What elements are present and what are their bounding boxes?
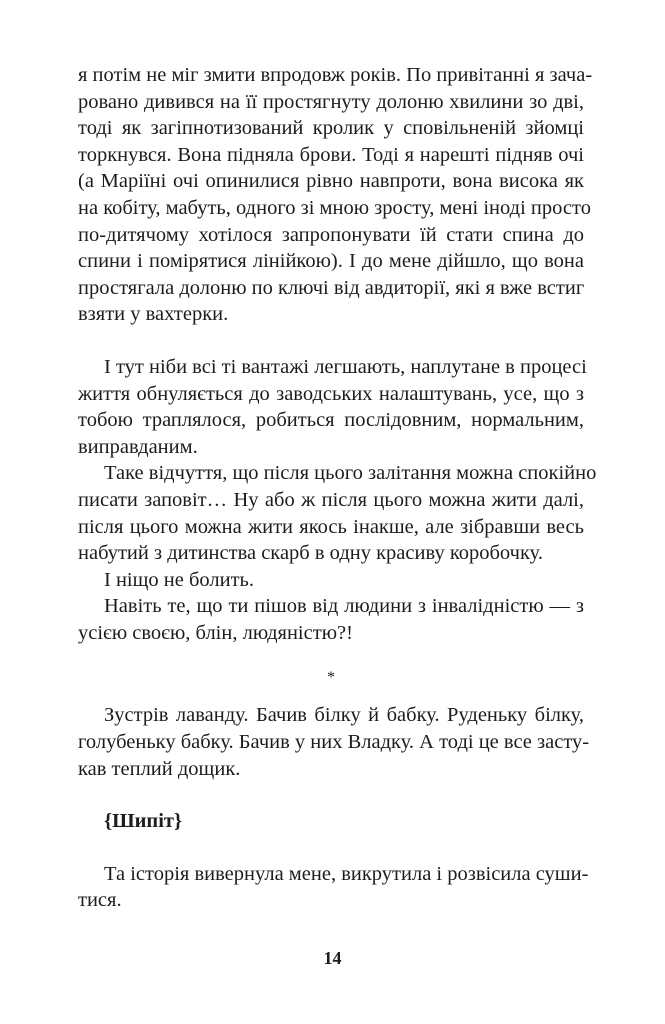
paragraph bbox=[78, 354, 587, 460]
text-line: Зустрів лаванду. Бачив білку й бабку. Руденьку білку, bbox=[104, 704, 584, 727]
text-line: життя обнуляється до заводських налаштувань, усе, що з bbox=[78, 382, 584, 405]
section-heading: {Шипіт} bbox=[104, 810, 183, 833]
text-line: тися. bbox=[78, 889, 122, 912]
text-line: спини і помірятися лінійкою). І до мене дійшло, що вона bbox=[78, 250, 584, 273]
paragraph bbox=[78, 861, 589, 914]
text-line: простягала долоню по ключі від авдиторії, які я вже встиг bbox=[78, 276, 585, 299]
text-line: виправданим. bbox=[78, 435, 198, 458]
paragraph bbox=[78, 593, 584, 646]
paragraph-gap bbox=[78, 328, 584, 354]
paragraph-gap bbox=[78, 835, 584, 861]
page-body bbox=[78, 62, 597, 914]
text-line: кав теплий дощик. bbox=[78, 757, 241, 780]
section-separator: * bbox=[327, 669, 335, 687]
paragraph bbox=[78, 460, 597, 566]
text-line: голубеньку бабку. Бачив у них Владку. А тоді це все засту- bbox=[78, 731, 590, 754]
text-line: набутий з дитинства скарб в одну красиву коробочку. bbox=[78, 542, 543, 565]
text-line: ровано дивився на її простягнуту долоню хвилини зо дві, bbox=[78, 90, 584, 113]
text-line: І ніщо не болить. bbox=[104, 568, 255, 591]
text-line: усією своєю, блін, людяністю?! bbox=[78, 621, 353, 644]
paragraph bbox=[78, 567, 584, 594]
text-line: тоді як загіпнотизований кролик у сповільненій зйомці bbox=[78, 117, 584, 140]
paragraph-gap bbox=[78, 782, 584, 808]
paragraph bbox=[78, 702, 590, 782]
text-line: по-дитячому хотілося запропонувати їй стати спина до bbox=[78, 223, 584, 246]
text-line: торкнувся. Вона підняла брови. Тоді я нарешті підняв очі bbox=[78, 143, 584, 166]
text-line: я потім не міг змити впродовж років. По привітанні я зача- bbox=[78, 64, 593, 86]
text-line: І тут ніби всі ті вантажі легшають, наплутане в процесі bbox=[104, 355, 587, 378]
text-line: після цього можна жити якось інакше, але зібравши весь bbox=[78, 515, 584, 538]
text-line: Таке відчуття, що після цього залітання можна спокійно bbox=[104, 462, 597, 485]
text-line: (а Маріїні очі опинилися рівно навпроти, вона висока як bbox=[78, 170, 584, 193]
text-line: тобою траплялося, робиться послідовним, нормальним, bbox=[78, 409, 584, 432]
page-number: 14 bbox=[323, 948, 342, 968]
text-line: писати заповіт… Ну або ж після цього можна жити далі, bbox=[78, 488, 584, 511]
text-line: Та історія вивернула мене, викрутила і розвісила суши- bbox=[104, 862, 589, 885]
text-line: на кобіту, мабуть, одного зі мною зросту, мені іноді просто bbox=[78, 196, 591, 219]
text-line: взяти у вахтерки. bbox=[78, 303, 229, 326]
text-line: Навіть те, що ти пішов від людини з інвалідністю — з bbox=[104, 595, 584, 618]
paragraph bbox=[78, 62, 593, 328]
